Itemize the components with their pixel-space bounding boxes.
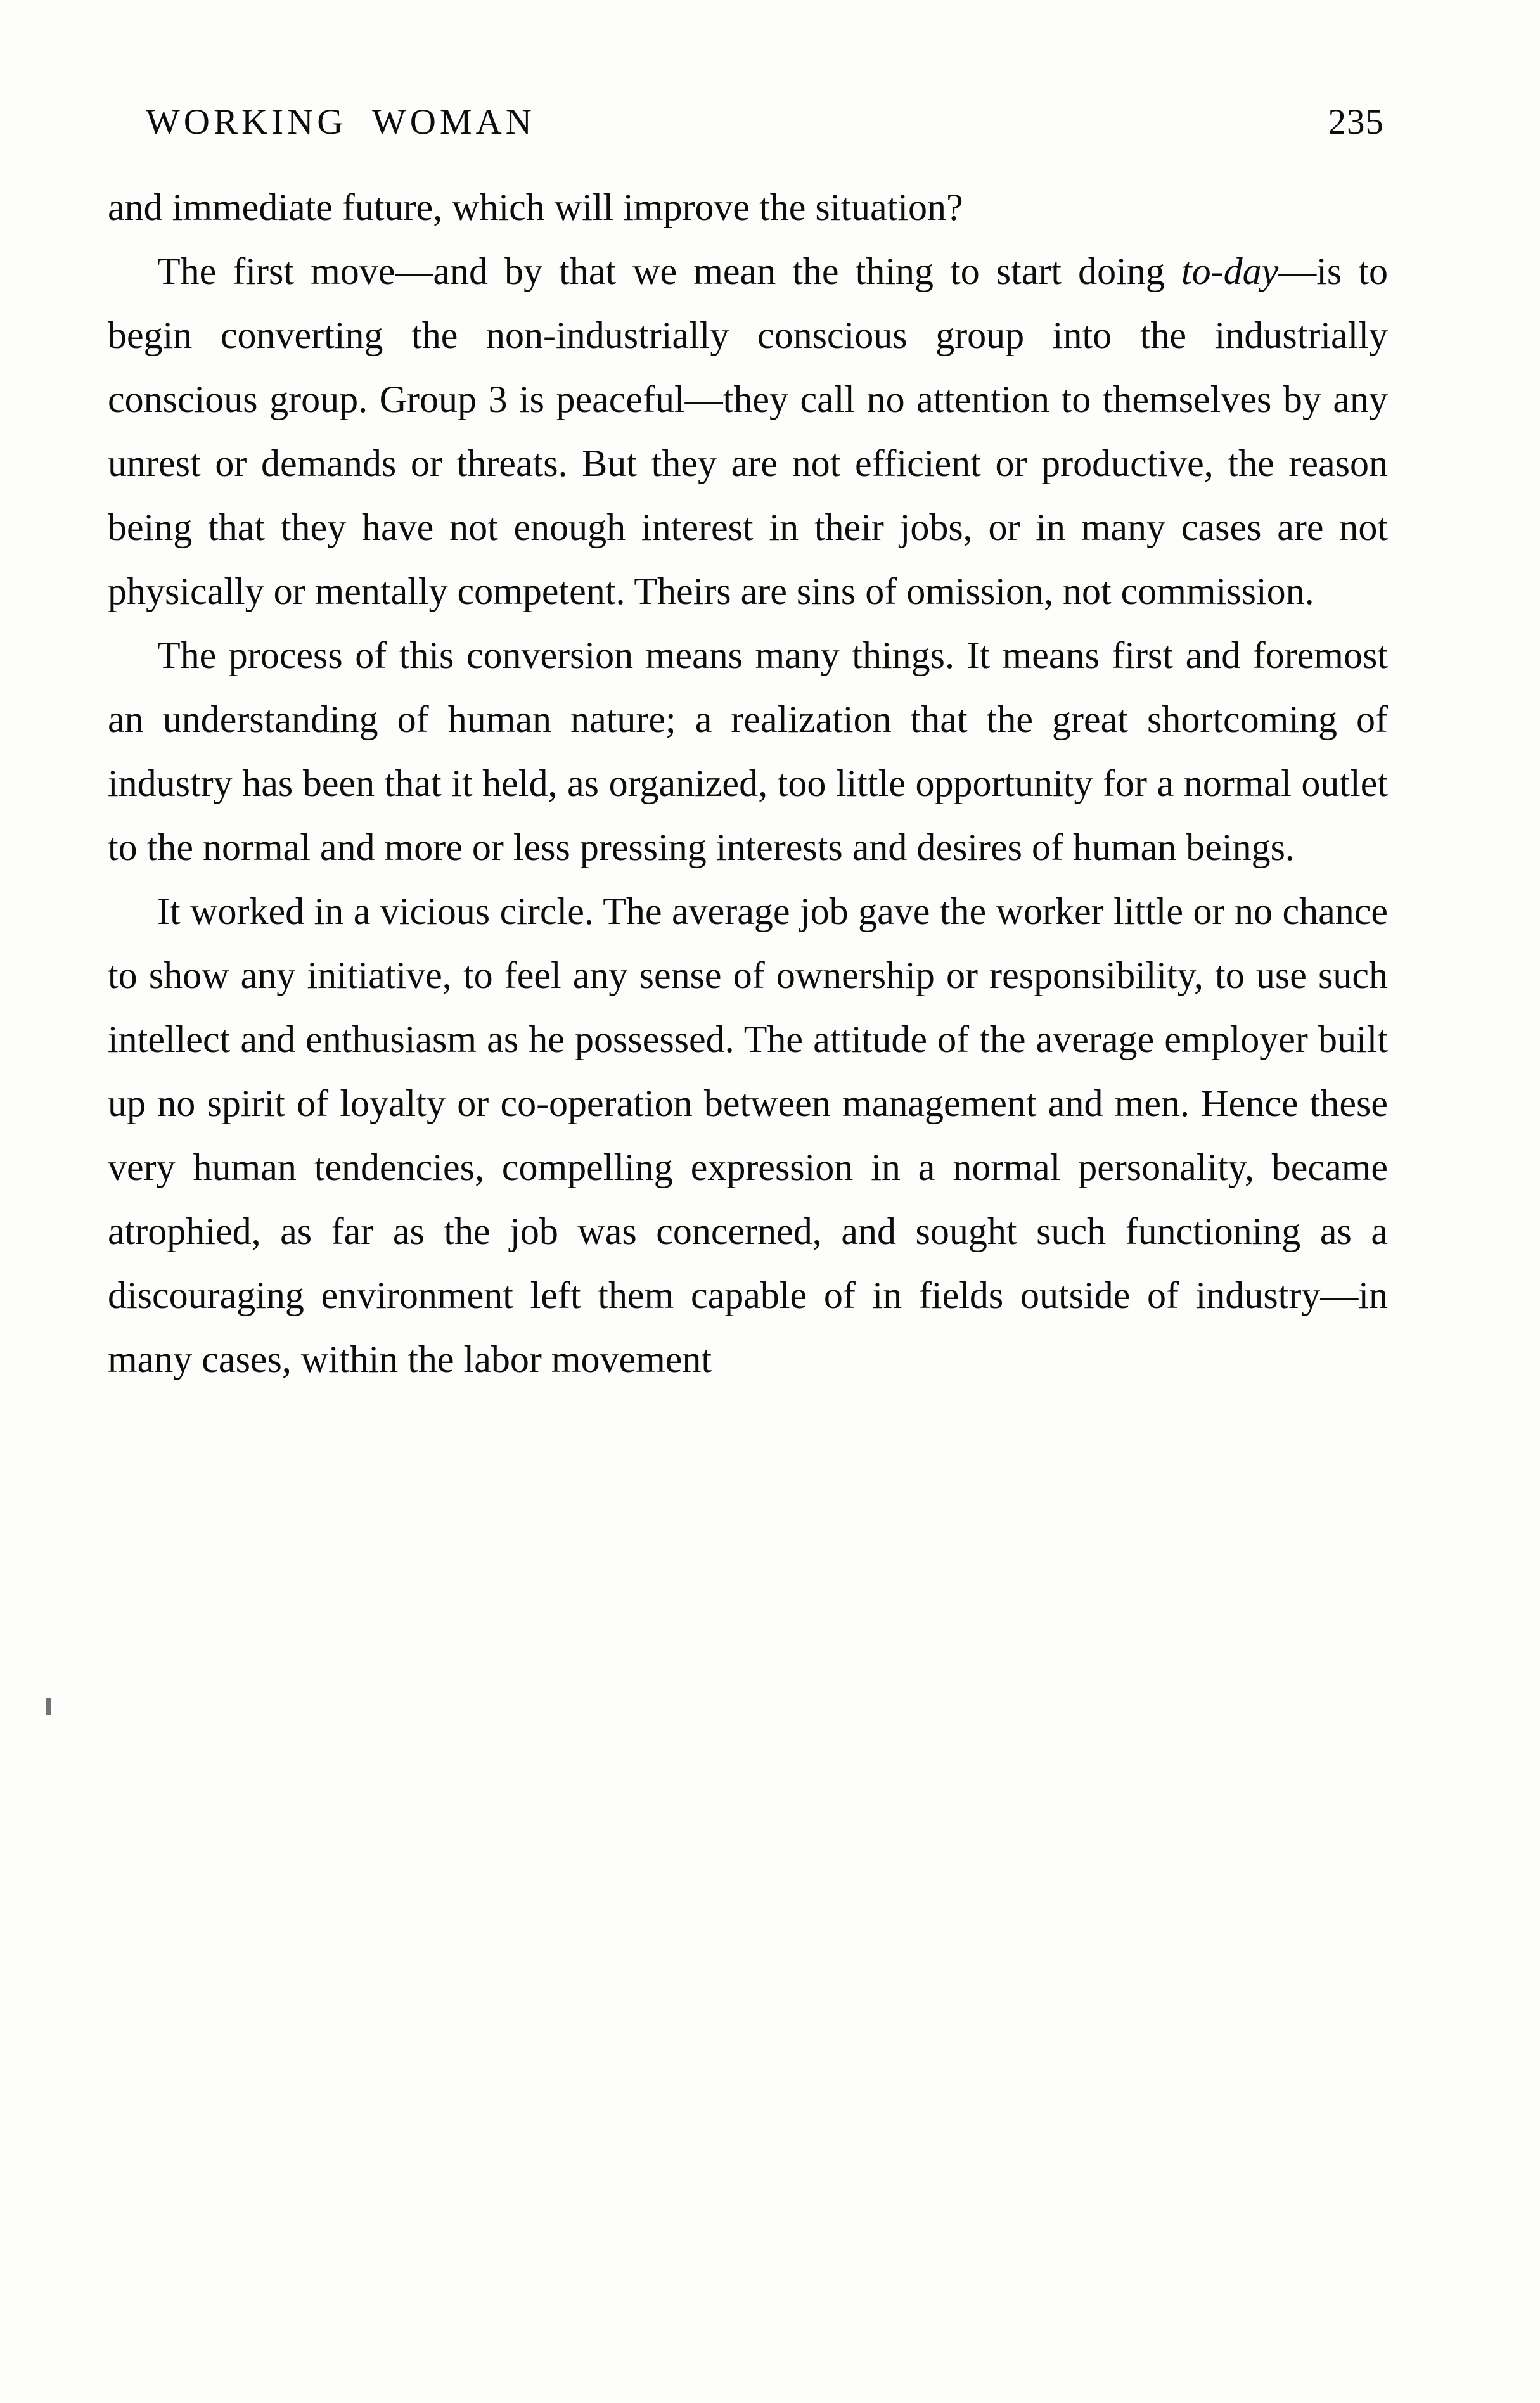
paragraph-4: It worked in a vicious circle. The average job gave the worker little or no chance to show any initiative, to feel any sense of ownership or responsibility, to use such intellect and enthusiasm as he possessed. The attitude of the average employer built up no spirit of loyalty or co-operation between management and men. Hence these very human tendencies, compelling expression in a normal personality, became atrophied, as far as the job was concerned, and sought such functioning as a discouraging environment left them capable of in fields outside of industry—in many cases, within the labor movement (108, 890, 1388, 1380)
paragraph-1: and immediate future, which will improve the situation? (108, 186, 963, 228)
paragraph-2-part-a: The first move—and by that we mean the thing to start doing (157, 250, 1181, 292)
margin-tick-mark (46, 1698, 51, 1715)
body-text (108, 176, 1388, 1392)
paragraph-3: The process of this conversion means many things. It means first and foremost an understanding of human nature; a realization that the great shortcoming of industry has been that it held, as organized, too little opportunity for a normal outlet to the normal and more or less pressing interests and desires of human beings. (108, 634, 1388, 868)
paragraph-2 (108, 240, 1388, 624)
page-content (108, 101, 1388, 1392)
paragraph-2-part-b: —is to begin converting the non-industrially conscious group into the industrially conscious group. Group 3 is peaceful—they call no attention to themselves by any unrest or demands or threats. But they are not efficient or productive, the reason being that they have not enough interest in their jobs, or in many cases are not physically or mentally competent. Theirs are sins of omission, not commission. (108, 250, 1388, 612)
paragraph-2-italic-phrase: to-day (1181, 250, 1279, 292)
running-head (108, 101, 1388, 143)
page-title: WORKING WOMAN (146, 102, 536, 142)
page-number: 235 (1328, 102, 1384, 142)
